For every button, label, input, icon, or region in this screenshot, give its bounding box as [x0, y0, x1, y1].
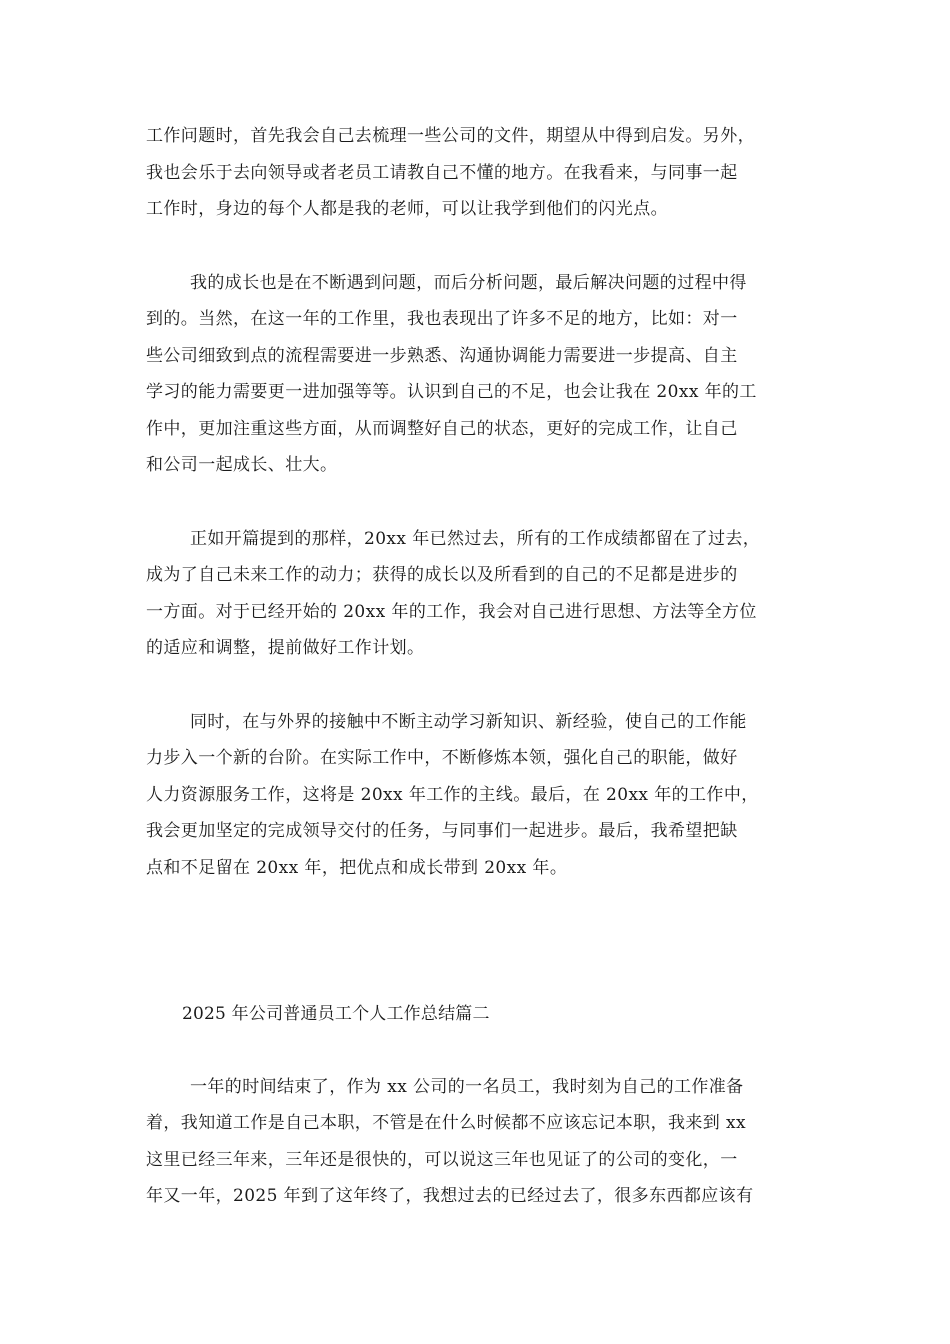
paragraph-line: 着，我知道工作是自己本职，不管是在什么时候都不应该忘记本职，我来到 xx — [146, 1113, 746, 1133]
paragraph-line: 一年的时间结束了，作为 xx 公司的一名员工，我时刻为自己的工作准备 — [190, 1076, 744, 1097]
paragraph-line: 学习的能力需要更一进加强等等。认识到自己的不足，也会让我在 20xx 年的工 — [146, 382, 757, 402]
paragraph-3 — [146, 521, 808, 667]
paragraph-line: 点和不足留在 20xx 年，把优点和成长带到 20xx 年。 — [146, 857, 568, 878]
paragraph-line: 同时，在与外界的接触中不断主动学习新知识、新经验，使自己的工作能 — [190, 711, 747, 732]
paragraph-2 — [146, 265, 808, 484]
paragraph-line: 些公司细致到点的流程需要进一步熟悉、沟通协调能力需要进一步提高、自主 — [146, 345, 738, 366]
paragraph-4 — [146, 704, 808, 887]
paragraph-line: 一方面。对于已经开始的 20xx 年的工作，我会对自己进行思想、方法等全方位 — [146, 601, 757, 622]
paragraph-5 — [146, 1069, 808, 1215]
paragraph-line: 的适应和调整，提前做好工作计划。 — [146, 638, 425, 658]
paragraph-line: 我也会乐于去向领导或者老员工请教自己不懂的地方。在我看来，与同事一起 — [146, 162, 738, 183]
section-title: 2025 年公司普通员工个人工作总结篇二 — [182, 1004, 490, 1024]
paragraph-line: 年又一年，2025 年到了这年终了，我想过去的已经过去了，很多东西都应该有 — [146, 1186, 754, 1206]
paragraph-line: 工作问题时，首先我会自己去梳理一些公司的文件，期望从中得到启发。另外， — [146, 126, 755, 146]
paragraph-line: 和公司一起成长、壮大。 — [146, 455, 338, 475]
paragraph-line: 这里已经三年来，三年还是很快的，可以说这三年也见证了的公司的变化，一 — [146, 1149, 738, 1170]
paragraph-line: 到的。当然，在这一年的工作里，我也表现出了许多不足的地方，比如：对一 — [146, 309, 738, 329]
paragraph-line: 人力资源服务工作，这将是 20xx 年工作的主线。最后，在 20xx 年的工作中， — [146, 784, 759, 805]
paragraph-line: 作中，更加注重这些方面，从而调整好自己的状态，更好的完成工作，让自己 — [146, 418, 738, 439]
paragraph-line: 成为了自己未来工作的动力；获得的成长以及所看到的自己的不足都是进步的 — [146, 565, 738, 585]
paragraph-line: 工作时，身边的每个人都是我的老师，可以让我学到他们的闪光点。 — [146, 199, 668, 219]
paragraph-line: 我会更加坚定的完成领导交付的任务，与同事们一起进步。最后，我希望把缺 — [146, 821, 738, 841]
document-body — [146, 118, 808, 1215]
paragraph-1 — [146, 118, 808, 228]
paragraph-line: 力步入一个新的台阶。在实际工作中，不断修炼本领，强化自己的职能，做好 — [146, 748, 738, 768]
paragraph-line: 我的成长也是在不断遇到问题，而后分析问题，最后解决问题的过程中得 — [190, 272, 747, 293]
paragraph-line: 正如开篇提到的那样，20xx 年已然过去，所有的工作成绩都留在了过去， — [190, 528, 761, 549]
